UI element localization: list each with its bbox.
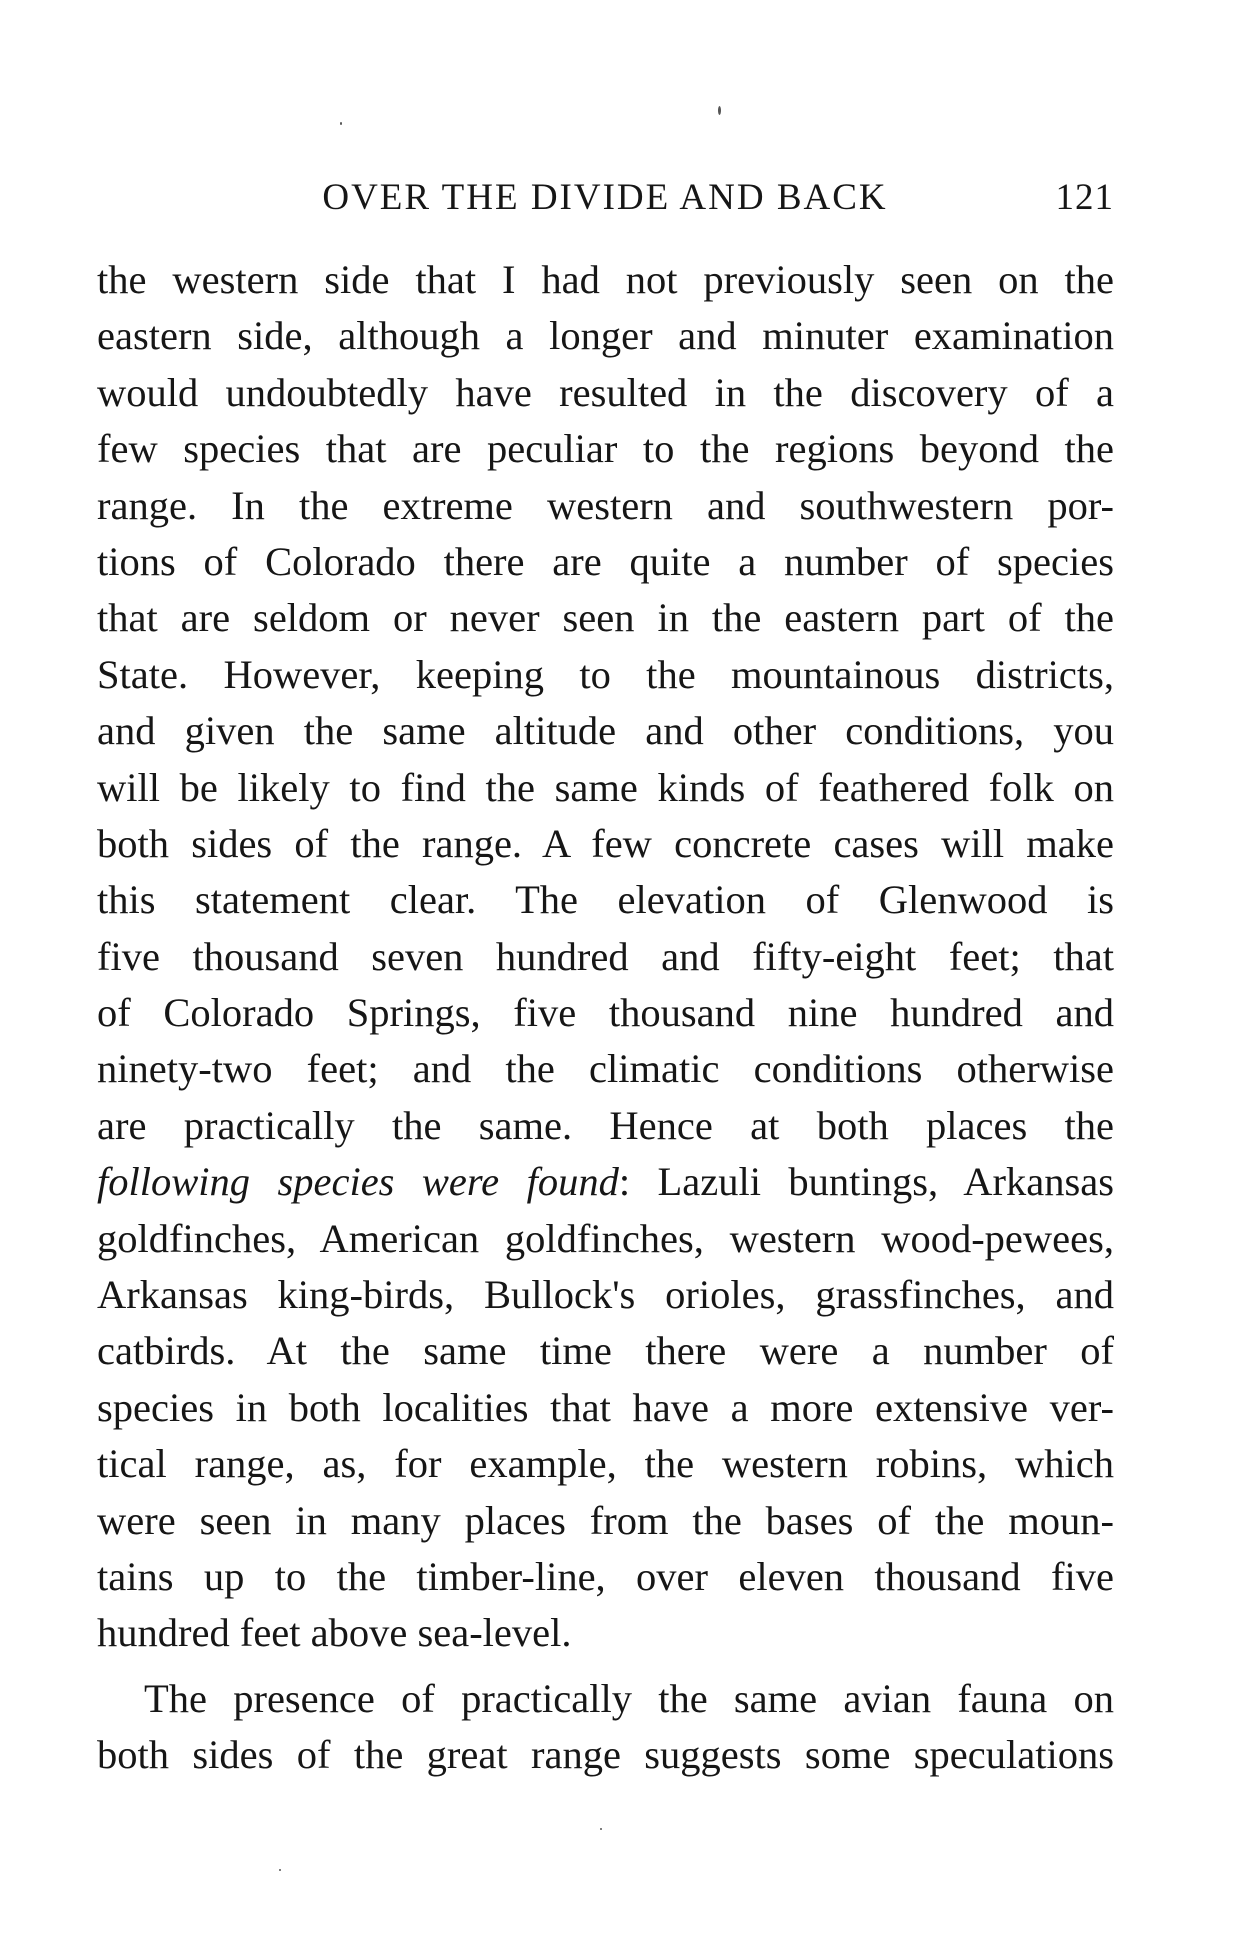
text-line: few species that are peculiar to the regions beyond the — [97, 426, 1114, 472]
text-line: and given the same altitude and other conditions, you — [97, 708, 1114, 754]
text-line: both sides of the great range suggests some speculations — [97, 1732, 1114, 1778]
text-line: this statement clear. The elevation of Glenwood is — [97, 877, 1114, 923]
print-speck — [718, 106, 721, 115]
page-number: 121 — [1055, 177, 1114, 218]
text-line: tical range, as, for example, the western robins, which — [97, 1441, 1114, 1487]
print-speck — [600, 1828, 602, 1830]
print-speck — [279, 1869, 281, 1871]
text-line: ninety-two feet; and the climatic conditions otherwise — [97, 1046, 1114, 1092]
text-line: eastern side, although a longer and minuter examination — [97, 313, 1114, 359]
text-line-italic-lead: following species were found: Lazuli buntings, Arkansas — [97, 1159, 1115, 1205]
text-line: are practically the same. Hence at both places the — [97, 1102, 1114, 1148]
text-line: goldfinches, American goldfinches, western wood-pewees, — [97, 1215, 1114, 1261]
text-line: The presence of practically the same avian fauna on — [144, 1675, 1114, 1721]
paragraph-2 — [97, 1671, 1114, 1784]
text-line: of Colorado Springs, five thousand nine hundred and — [97, 990, 1114, 1036]
text-line: would undoubtedly have resulted in the discovery of a — [97, 369, 1114, 415]
text-line: that are seldom or never seen in the eastern part of the — [97, 595, 1114, 641]
text-line: hundred feet above sea-level. — [97, 1610, 572, 1656]
text-line: State. However, keeping to the mountainous districts, — [97, 651, 1114, 697]
text-line: catbirds. At the same time there were a number of — [97, 1328, 1114, 1374]
text-line: five thousand seven hundred and fifty-eight feet; that — [97, 933, 1114, 979]
paragraph-1 — [97, 252, 1114, 1662]
text-line: will be likely to find the same kinds of feathered folk on — [97, 764, 1114, 810]
text-line: tions of Colorado there are quite a number of species — [97, 538, 1114, 584]
text-line: Arkansas king-birds, Bullock's orioles, grassfinches, and — [97, 1272, 1114, 1318]
text-line: range. In the extreme western and southwestern por- — [97, 482, 1114, 528]
paragraph-gap — [97, 1662, 1114, 1671]
running-head — [96, 172, 1114, 224]
running-title: OVER THE DIVIDE AND BACK — [322, 177, 888, 218]
text-line: the western side that I had not previously seen on the — [97, 257, 1114, 302]
text-line: species in both localities that have a more extensive ver- — [97, 1384, 1114, 1430]
text-line: were seen in many places from the bases of the moun- — [97, 1497, 1114, 1543]
print-speck — [340, 122, 342, 125]
text-line: tains up to the timber-line, over eleven thousand five — [97, 1553, 1114, 1599]
italic-phrase: following species were found — [97, 1159, 619, 1205]
body-text — [97, 252, 1114, 1784]
text-line: both sides of the range. A few concrete cases will make — [97, 820, 1114, 866]
